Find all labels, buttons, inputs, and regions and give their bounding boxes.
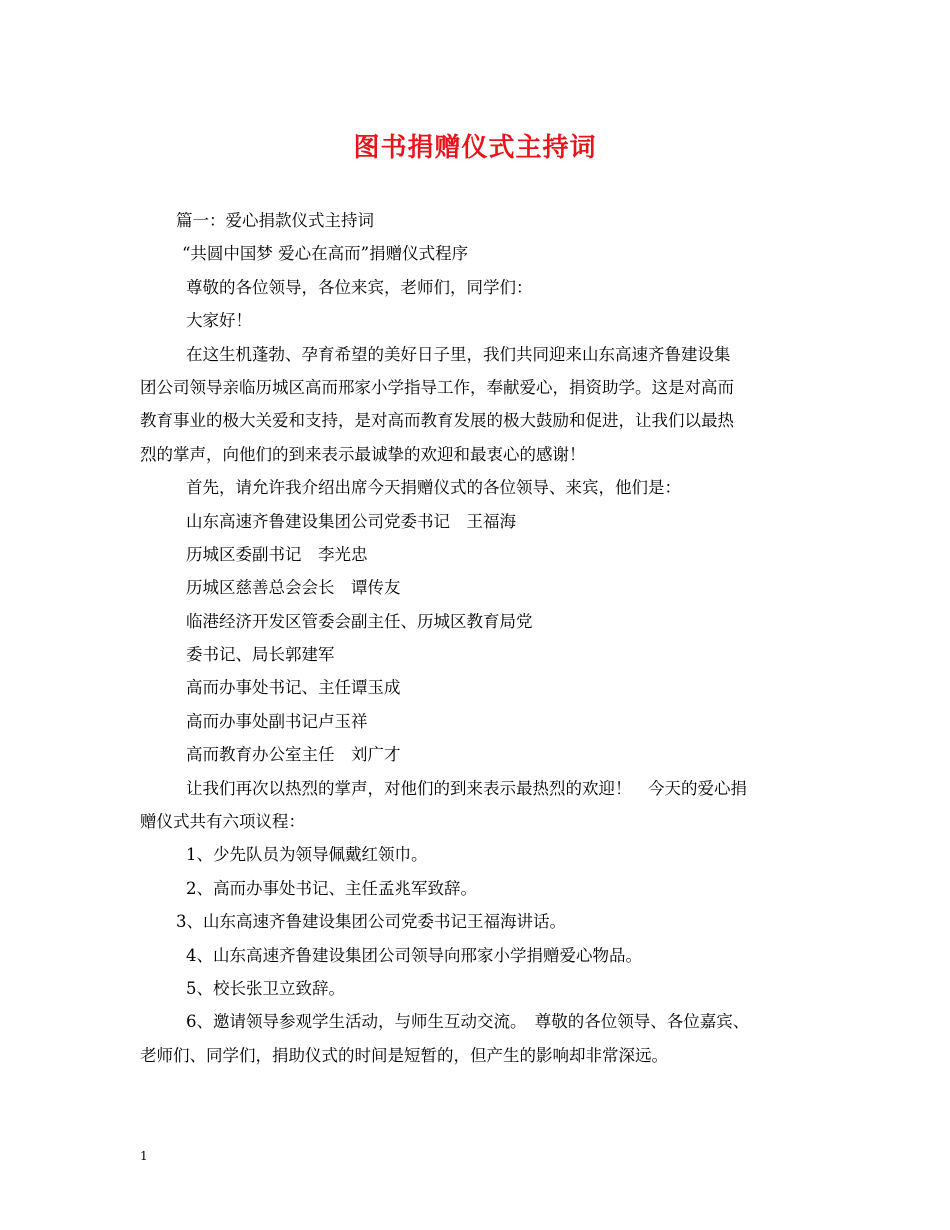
guest-list-item: 高而教育办公室主任 刘广才	[186, 745, 401, 765]
paragraph-line: 首先，请允许我介绍出席今天捐赠仪式的各位领导、来宾，他们是：	[186, 478, 681, 498]
page-number: 1	[140, 1149, 148, 1163]
guest-list-item: 高而办事处副书记卢玉祥	[186, 711, 368, 731]
agenda-item: 2、高而办事处书记、主任孟兆军致辞。	[186, 878, 477, 898]
agenda-item: 1、少先队员为领导佩戴红领巾。	[186, 845, 428, 865]
guest-list-item: 历城区慈善总会会长 谭传友	[186, 578, 401, 598]
paragraph-line: 老师们、同学们，捐助仪式的时间是短暂的，但产生的影响却非常深远。	[140, 1045, 668, 1065]
paragraph-line: 让我们再次以热烈的掌声，对他们的到来表示最热烈的欢迎！ 今天的爱心捐	[186, 778, 747, 798]
paragraph-line: 烈的掌声，向他们的到来表示最诚挚的欢迎和最衷心的感谢！	[140, 444, 586, 464]
guest-list-item: 历城区委副书记 李光忠	[186, 544, 368, 564]
greeting: 尊敬的各位领导，各位来宾，老师们，同学们：	[186, 277, 533, 297]
section-heading: 篇一：爱心捐款仪式主持词	[176, 211, 374, 230]
greeting-hello: 大家好！	[186, 311, 252, 331]
paragraph-line: 赠仪式共有六项议程：	[140, 812, 305, 832]
guest-list-item: 委书记、局长郭建军	[186, 645, 335, 665]
guest-list-item: 高而办事处书记、主任谭玉成	[186, 678, 401, 698]
paragraph-line: 在这生机蓬勃、孕育希望的美好日子里，我们共同迎来山东高速齐鲁建设集	[186, 344, 731, 364]
paragraph-line: 团公司领导亲临历城区高而邢家小学指导工作，奉献爱心，捐资助学。这是对高而	[140, 377, 734, 397]
agenda-item: 6、邀请领导参观学生活动，与师生互动交流。 尊敬的各位领导、各位嘉宾、	[186, 1012, 750, 1032]
document-title: 图书捐赠仪式主持词	[353, 133, 597, 163]
paragraph-line: 教育事业的极大关爱和支持，是对高而教育发展的极大鼓励和促进，让我们以最热	[140, 411, 734, 431]
guest-list-item: 临港经济开发区管委会副主任、历城区教育局党	[186, 611, 533, 631]
agenda-item: 5、校长张卫立致辞。	[186, 978, 345, 998]
document-body	[140, 204, 820, 1072]
agenda-item: 3、山东高速齐鲁建设集团公司党委书记王福海讲话。	[176, 912, 566, 932]
program-title: “共圆中国梦 爱心在高而”捐赠仪式程序	[182, 244, 469, 264]
guest-list-item: 山东高速齐鲁建设集团公司党委书记 王福海	[186, 511, 516, 531]
agenda-item: 4、山东高速齐鲁建设集团公司领导向邢家小学捐赠爱心物品。	[186, 945, 642, 965]
